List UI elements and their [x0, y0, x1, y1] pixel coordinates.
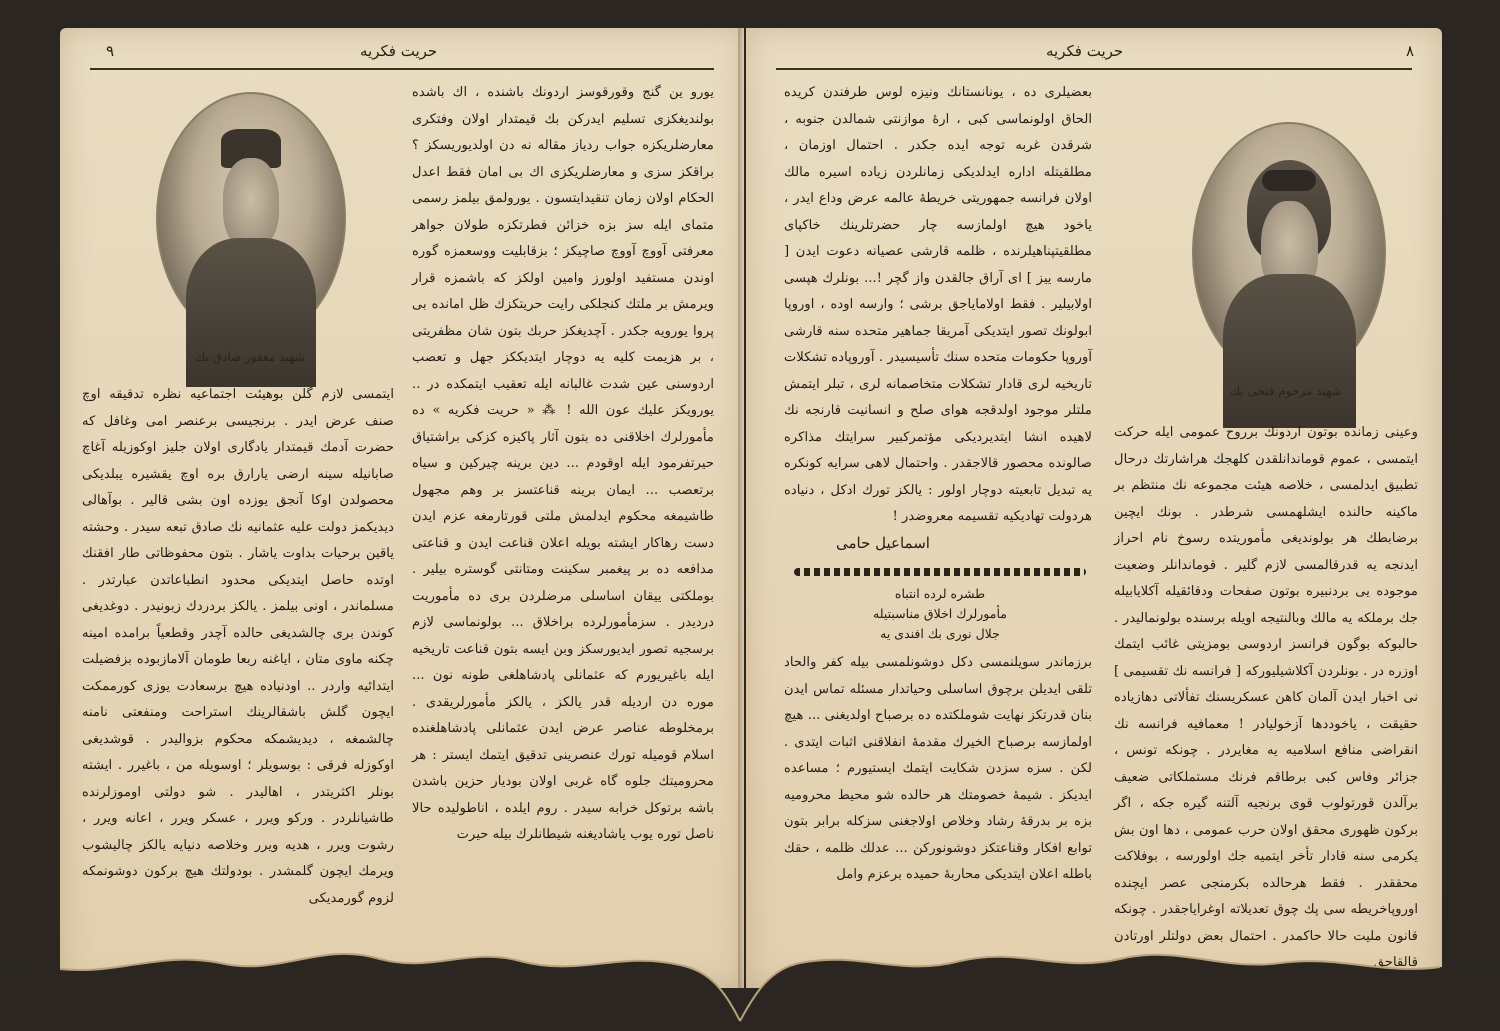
- text-column: وعینی زمانده بوتون اردونك برروح عمومی ایله حرکت ایتمسی ، عموم قوماندانلقدن کلهجك هراشارتك درحال تطبیق ایدلمسی ، خلاصه هیئت مجموعه نك منتظم بر ماکینه حالنده ایشلهمسی شرطدر . بونك ایچین برضابطك هر بولوندیغی مأموریتده رسوخ نام احراز ایدنجه یه قدرقالمسی لازم گلیر . قوماندانلر وضعیت موجوده یی بردنبیره بوتون صفحات ودقائقیله آکلایابیله جك برملکه یه مالك وبالنتیجه اویله برسنده بولونمالیدر . حالبوکه بوگون فرانسز اردوسی بومزیتی غائب ایتمك اوزره در . بونلردن آکلاشیلیورکه [ فرانسه نك تقسیمی ] نی اخبار ایدن آلمان کاهن عسکریسنك تفألاتی دهازیاده حقیقت ، یاخوددها آزخولیادر ! معمافیه فرانسه نك انقراضی منافع اسلامیه یه مغایردر . چونکه تونس ، جزائر وفاس کبی برطاقم فرنك مستملکاتی ضعیف برآلدن قورتولوب قوی برنجیه آلتنه گیره جکه ، اگر برکون ظهوری محقق اولان حرب عمومی ، دها اون بش یکرمی سنه قادار تأخر ایتمیه جك اولورسه ، بوفلاکت محققدر . فقط هرحالده بکرمنجی عصر ایچنده اوروپاخریطه سی پك چوق تعدیلاته اوغرایاجقدر . چونکه قانون ملیت حالا حاکمدر . احتمال بعض دولتلر اورتادن قالقاجق: [1114, 425, 1418, 970]
- right-page: [746, 28, 1442, 988]
- portrait-face: [223, 158, 279, 247]
- ornamental-divider: [794, 568, 1086, 576]
- page-number: ٩: [106, 42, 115, 60]
- portrait-jacket: [1223, 274, 1356, 429]
- article-heading: طشره لرده انتباه: [894, 586, 986, 601]
- header-rule: [90, 68, 714, 70]
- article-addressee: جلال نوری بك افندی یه: [880, 626, 1000, 641]
- text-column: بعضیلری ده ، یونانستانك ونیزه لوس طرفندن کریده الحاق اولونماسی کبی ، ارهٔ موازنتی شمالدن جنوبه ، شرقدن غربه توجه ایده جکدر . احتمال اوزمان ، مطلقیتله اداره ایدلدیکی زمانلردن زیاده اسیره مالك اولان فرانسه جمهوریتی خریطهٔ عالمه عرض وداع ایدر ، یاخود هیچ اولمازسه چار حضرتلرینك خاکپای مطلقیتپناهیلرنده ، ظلمه قارشی عصیانه دعوت ایدن [ مارسه ییز ] ای آراق جالقدن واز گچر !... بونلرك هپسی اولابیلیر . فقط اولامایاجق برشی ؛ وارسه اوده ، اوروپا ابولونك تصور ایتدیکی آمریقا جماهیر متحده سنه قارشی آوروپا حکومات متحده سنك تأسیسیدر . آوروپاده تشکلات تاریخیه لری قادار تشکلات متخاصمانه لری ، تبلر ایتمش ملتلر موجود اولدقجه هوای صلح و انسانیت قارنجه نك لاهیده انشا ایتدیردیکی مؤتمرکبیر سرایتك مذاکره صالونده محصور قالاجقدر . واحتمال لاهی سرایه کونکره یه تبدیل تابعیته دوچار اولور : یالکز تورك ادکل ، دنیاده هردولت تهادیکیه تقسیمه معروضدر !: [784, 85, 1092, 524]
- left-page: [60, 28, 744, 988]
- portrait-photo: [1192, 122, 1386, 384]
- text-column: ایتمسی لازم گلن بوهیئت اجتماعیه نظره تدقیقه اوچ صنف عرض ایدر . برنجیسی برعنصر امی وغافل که حضرت آدمك قیمتدار یادگاری اولان جلیز اوکوزیله آغاچ صابانیله سینه ارضی یارارق بره اوچ یقشیره یبلدیکی محصولدن اوکا آنجق یوزده اون بشی قالیر . بوآهالی دیدیکمز دولت علیه عثمانیه نك صادق تبعه سیدر . وحشته یاقین برحیات بداوت یاشار . بتون محفوظاتی طار افقنك اوتده حاصل ایتدیکی محدود انطباعاتدن عبارتدر . مسلماندر ، اونی بیلمز . یالکز بردردك زبونیدر . دوغدیغی کوندن بری چالشدیغی حالده آچدر وقطعیاً برامده امینه چکنه ماوی متان ، ایاغنه ربعا طومان آلامازبوده بزفضیلت ایتدائیه واردر .. اودنیاده هیچ برسعادت یوزی کورممکت ایچون گلش باشقالرینك استراحت ومنفعتی نامنه چالشمغه ، دیدیشمکه محکوم بزوالیدر . قوشدیغی اوکوزله فرقی : بوسویلر ؛ اوسویله من ، باغیرر . ایشته بونلر اکثریتدر ، اهالیدر . شو دولتی اوموزلرنده طاشیانلردر . ورکو ویرر ، عسکر ویرر ، اعانه ویرر ، رشوت ویرر ، هدیه ویرر وخلاصه دنیایه یالکز چالیشوب ویرمك ایچون گلمشدر . بودولتك هیچ برکون دوشونمکه لزوم گورمدیکی: [82, 387, 394, 906]
- portrait-caption: شهید مرحوم فتحی بك: [1230, 384, 1342, 398]
- portrait-caption: شهید مغفور صادق بك: [195, 350, 305, 364]
- torn-page-edge: [0, 911, 1500, 1031]
- article-subheading: مأمورلرك اخلاق مناسبتیله: [873, 606, 1007, 621]
- portrait-uniform: [186, 238, 316, 387]
- text-column: یورو ین گنج وقورقوسز اردونك باشنده ، اك باشده بولندیغکزی تسلیم ایدرکن بك قیمتدار اولان وفتکری معارضلریکزه جواب ردیاز مقاله نه دن اولدیوریسکز ؟ براقکز سزی و معارضلریکزی اك بی امان فقط اعدل الحکام اولان زمان تنقیدایتسون . یورولمق بیلمز رسمی متمای ایله سز بزه خزائن فطرتکزه طولان جواهر معرفتی آووچ آووچ صاچیکز ؛ بزقابلیت ووسعمزه گوره اوندن مستفید اولورز وامین اولکز که باشمزه قرار ویرمش بر ملتك کنجلکی رایت حریتکزك ظل امانده بی پروا یورویه جکدر . آچدیغکز حربك بتون شان مظفریتی ، بر هزیمت کلیه یه دوچار ایتدیککز جهل و تعصب اردوسنی عین شدت غالبانه ایله تعقیب ایتمکده در .. یورویکز علیك عون الله ! ⁂ « حریت فکریه » ده مأمورلرك اخلاقنی ده بتون آثار پاکیزه کزکی براشتیاق حیرتفرمود ایله اوقودم ... دین برینه چیرکین و سیاه برتعصب ... ایمان برینه قناعتسز بر وهم مجهول طاشیمغه محکوم ایدلمش ملتی قورتارمغه عزم ایدن دست رهاکار ایشته بویله اعلان قناعت ایدن و قناعتی مدافعه ده بر پیغمبر سکینت ومتانتی گوستره بیلیر . بوملکتی ییقان اساسلی مرضلردن بری ده مأموریت دردیدر . سزمأمورلرده براخلاق ... بولونماسی لازم برسجیه تصور ایدیورسکز وبن ایسه بتون قناعت تاریخیه ایله باغیریورم که عثمانلی پادشاهلغی طونه نون ... موره دن اردیله قدر یالکز ، یالکز مأمورلریقدی . برمخلوطه عناصر عرض ایدن عثمانلی پادشاهلغنده اسلام قومیله تورك عنصرینی تدقیق ایتمك ایستر : هر محرومیتك جلوه گاه غربی اولان بودیار حزین باشدن باشه برتوکل خرابه سیدر . روم ایلده ، اناطولیده حالا ناصل توره یوب یاشادیغنه شیطانلرك بیله حیرت: [412, 85, 714, 842]
- text-column: برزماندر سویلنمسی دکل دوشونلمسی بیله کفر والحاد تلقی ایدیلن برچوق اساسلی وحیاتدار مسئله تماس ایدن بنان قدرتکز نهایت شوملکتده ده برصباح اولدیغنی ... هیچ اولمازسه برصباح الخیرك مقدمهٔ انفلاقنی اثبات ایتدی . لکن . سزه سزدن شکایت ایتمك ایستیورم ؛ مساعده ایدیکز . شیمهٔ خصومتك هر حالده شو محیط محرومیه بزه بر بدرقهٔ رشاد وخلاص اولاجغنی سزکله برابر بتون توابع افکار وقناعتکز دوشونورکن ... عدلك ظلمه ، حقك باطله اعلان ایتدیکی محاربهٔ حمیده برعزم وامل: [784, 655, 1092, 882]
- portrait-photo: [156, 92, 346, 344]
- author-signature: اسماعیل حامی: [836, 534, 930, 552]
- running-head: حریت فکریه: [360, 42, 438, 60]
- aviator-goggles: [1262, 170, 1315, 191]
- header-rule: [776, 68, 1412, 70]
- running-head: حریت فکریه: [1046, 42, 1124, 60]
- page-number: ٨: [1406, 42, 1415, 60]
